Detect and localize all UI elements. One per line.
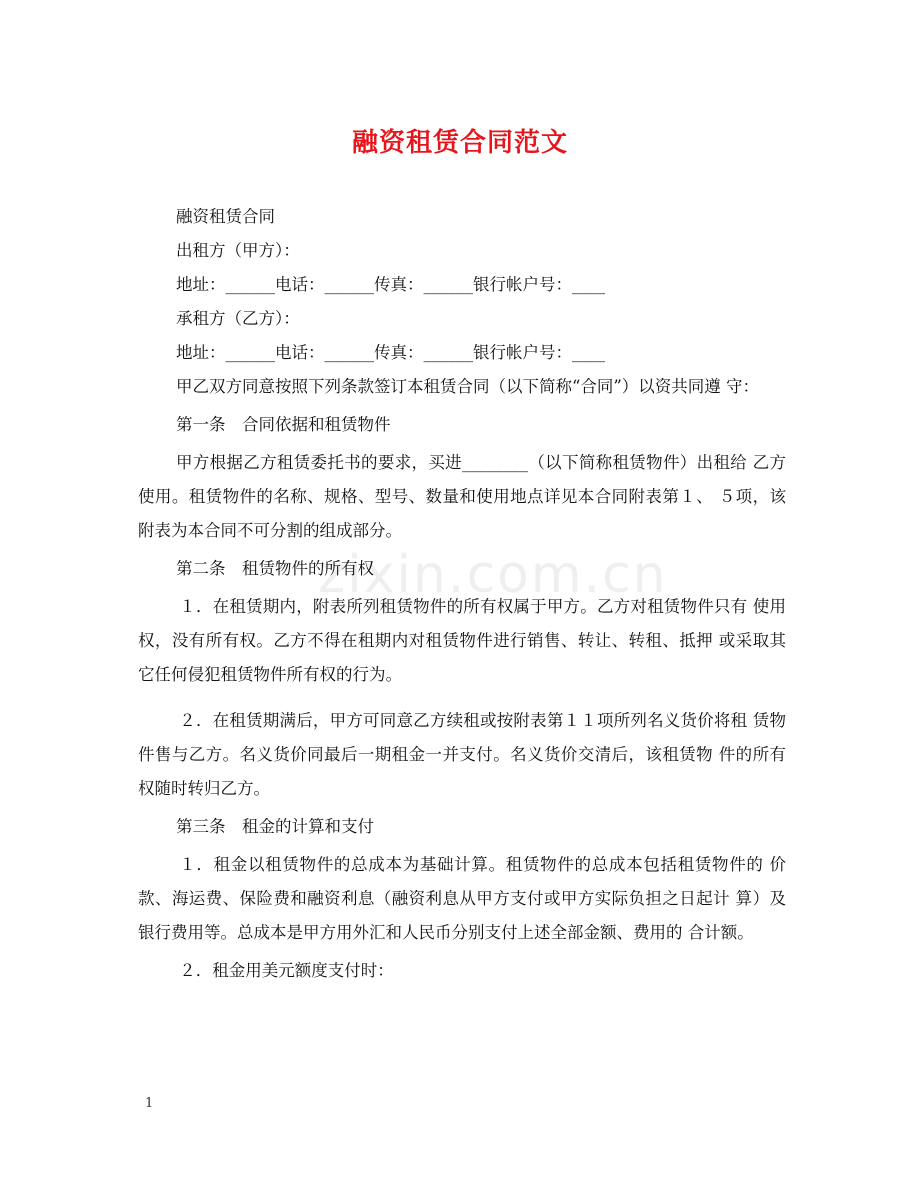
article-2-heading: 第二条 租赁物件的所有权: [175, 559, 374, 578]
paragraph-lessee-contact: 地址：______电话：______传真：______银行帐户号：____: [175, 343, 605, 362]
paragraph-contract-name: 融资租赁合同: [175, 207, 275, 226]
paragraph-lessor: 出租方（甲方）：: [175, 241, 300, 260]
document-body: [138, 200, 786, 992]
article-2-clause-1: １．在租赁期内，附表所列租赁物件的所有权属于甲方。乙方对租赁物件只有 使用权，没有所有权。乙方不得在租期内对租赁物件进行销售、转让、转租、抵押 或采取其它任何侵犯租赁物件所有权的行为。: [138, 597, 786, 684]
article-2-clause-2: ２．在租赁期满后，甲方可同意乙方续租或按附表第１１项所列名义货价将租 赁物件售与乙方。名义货价同最后一期租金一并支付。名义货价交清后，该租赁物 件的所有权随时转归乙方。: [138, 711, 786, 798]
paragraph-lessee: 承租方（乙方）：: [175, 309, 300, 328]
paragraph-agreement: 甲乙双方同意按照下列条款签订本租赁合同（以下简称“合同”）以资共同遵 守：: [175, 377, 760, 396]
article-3-heading: 第三条 租金的计算和支付: [175, 817, 374, 836]
page-number: 1: [145, 1096, 154, 1111]
article-3-clause-1: １．租金以租赁物件的总成本为基础计算。租赁物件的总成本包括租赁物件的 价款、海运费、保险费和融资利息（融资利息从甲方支付或甲方实际负担之日起计 算）及银行费用等。总成本是甲方用外汇和人民币分别支付上述全部金额、费用的 合计额。: [138, 855, 786, 942]
paragraph-lessor-contact: 地址：______电话：______传真：______银行帐户号：____: [175, 275, 605, 294]
article-1-body: 甲方根据乙方租赁委托书的要求，买进________（以下简称租赁物件）出租给 乙方使用。租赁物件的名称、规格、型号、数量和使用地点详见本合同附表第１、 ５项，该附表为本合同不可分割的组成部分。: [138, 453, 786, 540]
article-1-heading: 第一条 合同依据和租赁物件: [175, 415, 391, 434]
watermark: zixin.com.cn: [318, 545, 668, 605]
article-3-clause-2: ２．租金用美元额度支付时：: [179, 961, 394, 980]
document-title: 融资租赁合同范文: [351, 128, 568, 158]
